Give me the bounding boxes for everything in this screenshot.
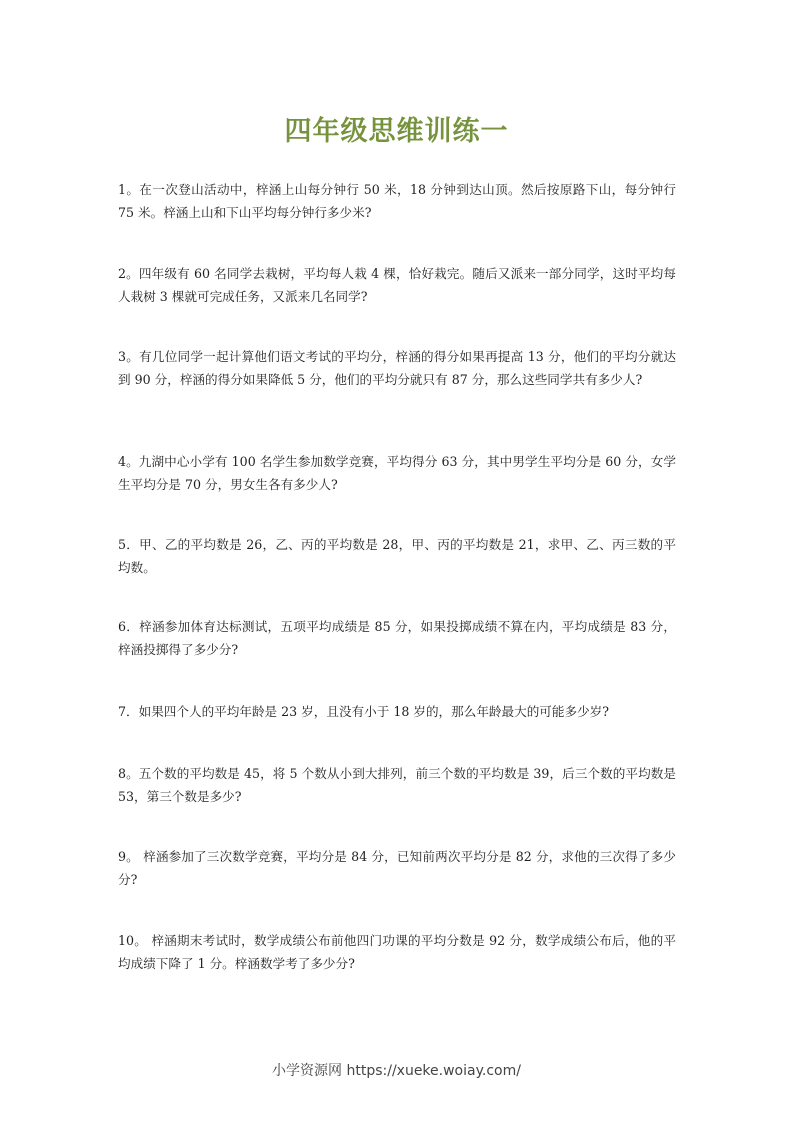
question-2: 2。四年级有 60 名同学去栽树，平均每人栽 4 棵，恰好栽完。随后又派来一部分同学，这时平均每人栽树 3 棵就可完成任务，又派来几名同学? bbox=[118, 266, 676, 304]
document-title: 四年级思维训练一 bbox=[284, 116, 509, 147]
question-9: 9。 梓涵参加了三次数学竞赛，平均分是 84 分，已知前两次平均分是 82 分，求他的三次得了多少分? bbox=[118, 849, 676, 887]
question-7: 7．如果四个人的平均年龄是 23 岁，且没有小于 18 岁的，那么年龄最大的可能多少岁? bbox=[118, 704, 610, 719]
question-8: 8。五个数的平均数是 45，将 5 个数从小到大排列，前三个数的平均数是 39，后三个数的平均数是 53，第三个数是多少? bbox=[118, 766, 676, 804]
question-5: 5．甲、乙的平均数是 26，乙、丙的平均数是 28，甲、丙的平均数是 21，求甲、乙、丙三数的平均数。 bbox=[118, 537, 676, 575]
page-footer: 小学资源网 https://xueke.woiay.com/ bbox=[272, 1063, 521, 1079]
question-10: 10。 梓涵期末考试时，数学成绩公布前他四门功课的平均分数是 92 分，数学成绩公布后，他的平均成绩下降了 1 分。梓涵数学考了多少分? bbox=[118, 933, 676, 971]
question-4: 4。九湖中心小学有 100 名学生参加数学竞赛，平均得分 63 分，其中男学生平均分是 60 分，女学生平均分是 70 分，男女生各有多少人? bbox=[118, 454, 676, 492]
question-1: 1。在一次登山活动中，梓涵上山每分钟行 50 米，18 分钟到达山顶。然后按原路下山，每分钟行 75 米。梓涵上山和下山平均每分钟行多少米? bbox=[118, 182, 676, 220]
question-3: 3。有几位同学一起计算他们语文考试的平均分，梓涵的得分如果再提高 13 分，他们的平均分就达到 90 分，梓涵的得分如果降低 5 分，他们的平均分就只有 87 分，那么这些同学共有多少人? bbox=[118, 349, 676, 387]
question-6: 6．梓涵参加体育达标测试，五项平均成绩是 85 分，如果投掷成绩不算在内，平均成绩是 83 分，梓涵投掷得了多少分? bbox=[118, 619, 676, 657]
